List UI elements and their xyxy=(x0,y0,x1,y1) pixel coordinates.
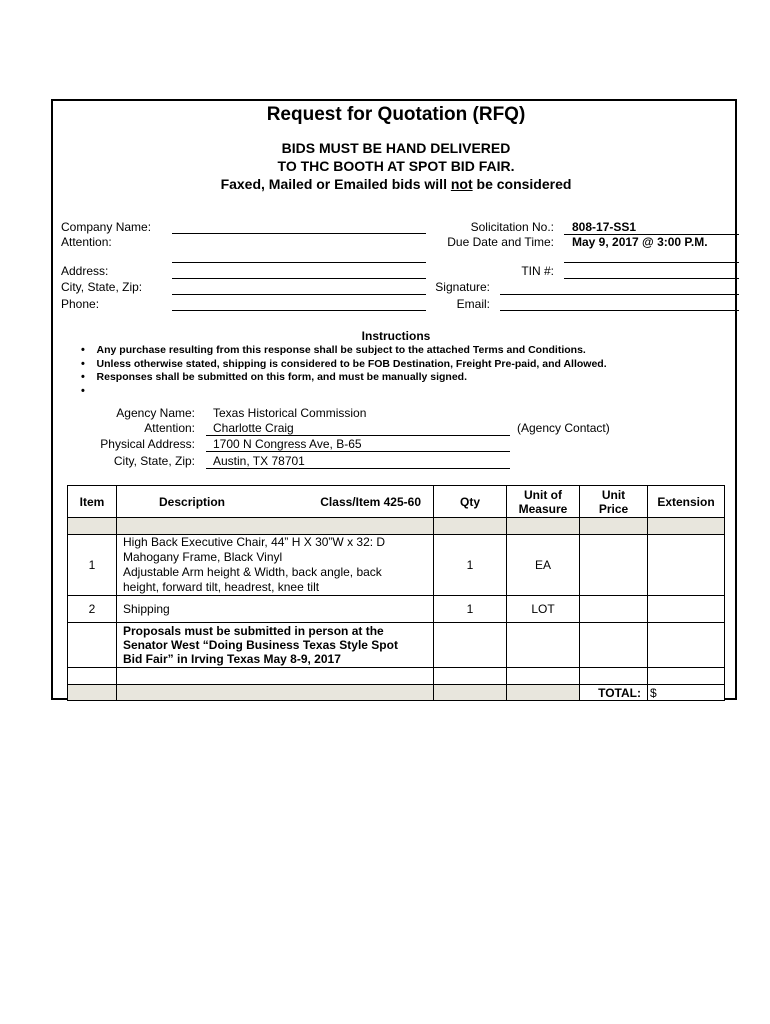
agency-address-underline xyxy=(206,451,510,452)
instruction-item-2: • Unless otherwise stated, shipping is considered to be FOB Destination, Freight Pre-paid, and Allowed. xyxy=(81,358,607,370)
row-1-description: High Back Executive Chair, 44” H X 30”W x 32: D Mahogany Frame, Black Vinyl Adjustable Arm height & Width, back angle, back height, forward tilt, headrest, knee tilt xyxy=(117,535,434,596)
agency-attention-value: Charlotte Craig xyxy=(213,421,294,435)
header-description xyxy=(117,486,434,518)
header-unit-price: Unit Price xyxy=(580,486,648,518)
table-header-row xyxy=(68,486,725,518)
delivery-notice-line1: BIDS MUST BE HAND DELIVERED xyxy=(281,140,511,156)
table-row xyxy=(68,668,725,685)
instruction-item-1: • Any purchase resulting from this response shall be subject to the attached Terms and Conditions. xyxy=(81,344,586,356)
signature-label: Signature: xyxy=(435,280,490,294)
phone-field[interactable] xyxy=(172,310,426,311)
header-qty: Qty xyxy=(434,486,507,518)
due-date-underline xyxy=(564,262,739,263)
email-label: Email: xyxy=(456,297,490,311)
rfq-form xyxy=(51,99,737,700)
due-date-value: May 9, 2017 @ 3:00 P.M. xyxy=(572,235,708,249)
instruction-item-3: • Responses shall be submitted on this form, and must be manually signed. xyxy=(81,371,468,383)
row-2-item: 2 xyxy=(68,596,117,623)
instructions-heading: Instructions xyxy=(361,329,431,343)
signature-field[interactable] xyxy=(500,294,739,295)
address-field-2[interactable] xyxy=(172,278,426,279)
agency-attention-underline xyxy=(206,435,510,436)
agency-name-label: Agency Name: xyxy=(116,406,195,420)
row-1-extension[interactable] xyxy=(648,535,725,596)
header-description-label: Description xyxy=(159,494,226,509)
agency-attention-label: Attention: xyxy=(144,421,195,435)
solicitation-number-label: Solicitation No.: xyxy=(470,220,554,234)
line-items-table xyxy=(67,485,725,701)
company-name-label: Company Name: xyxy=(61,220,152,234)
row-2-uom: LOT xyxy=(507,596,580,623)
row-2-extension[interactable] xyxy=(648,596,725,623)
agency-address-label: Physical Address: xyxy=(100,437,195,451)
address-field-1[interactable] xyxy=(172,262,426,263)
attention-label: Attention: xyxy=(61,235,112,249)
total-value[interactable]: $ xyxy=(648,685,725,701)
agency-city-underline xyxy=(206,468,510,469)
agency-contact-note: (Agency Contact) xyxy=(517,421,610,435)
phone-label: Phone: xyxy=(61,297,100,311)
city-state-zip-field[interactable] xyxy=(172,294,426,295)
address-label: Address: xyxy=(61,264,109,278)
header-uom: Unit of Measure xyxy=(507,486,580,518)
table-row xyxy=(68,596,725,623)
row-2-unit-price[interactable] xyxy=(580,596,648,623)
delivery-notice-line3: Faxed, Mailed or Emailed bids will not be considered xyxy=(220,176,572,192)
header-extension: Extension xyxy=(648,486,725,518)
delivery-notice-line2: TO THC BOOTH AT SPOT BID FAIR. xyxy=(277,158,515,174)
tin-label: TIN #: xyxy=(521,264,554,278)
total-row xyxy=(68,685,725,701)
city-state-zip-label: City, State, Zip: xyxy=(61,280,143,294)
instruction-item-4: • xyxy=(81,385,85,397)
total-label: TOTAL: xyxy=(580,685,648,701)
row-2-qty: 1 xyxy=(434,596,507,623)
agency-city-label: City, State, Zip: xyxy=(113,454,195,468)
row-1-unit-price[interactable] xyxy=(580,535,648,596)
row-1-qty: 1 xyxy=(434,535,507,596)
tin-field[interactable] xyxy=(564,278,739,279)
header-class-item: Class/Item 425-60 xyxy=(320,494,421,509)
row-1-uom: EA xyxy=(507,535,580,596)
solicitation-number-value: 808-17-SS1 xyxy=(572,220,637,234)
table-row xyxy=(68,518,725,535)
submission-note: Proposals must be submitted in person at the Senator West “Doing Business Texas Style Spot Bid Fair” in Irving Texas May 8-9, 2017 xyxy=(117,623,434,668)
form-title: Request for Quotation (RFQ) xyxy=(266,104,526,125)
row-1-item: 1 xyxy=(68,535,117,596)
agency-address-value: 1700 N Congress Ave, B-65 xyxy=(213,437,362,451)
row-2-description: Shipping xyxy=(117,596,434,623)
header-item: Item xyxy=(68,486,117,518)
company-name-field[interactable] xyxy=(172,233,426,234)
agency-name-value: Texas Historical Commission xyxy=(213,406,367,420)
agency-city-value: Austin, TX 78701 xyxy=(213,454,305,468)
due-date-label: Due Date and Time: xyxy=(447,235,554,249)
email-field[interactable] xyxy=(500,310,739,311)
table-row xyxy=(68,535,725,596)
table-row xyxy=(68,623,725,668)
